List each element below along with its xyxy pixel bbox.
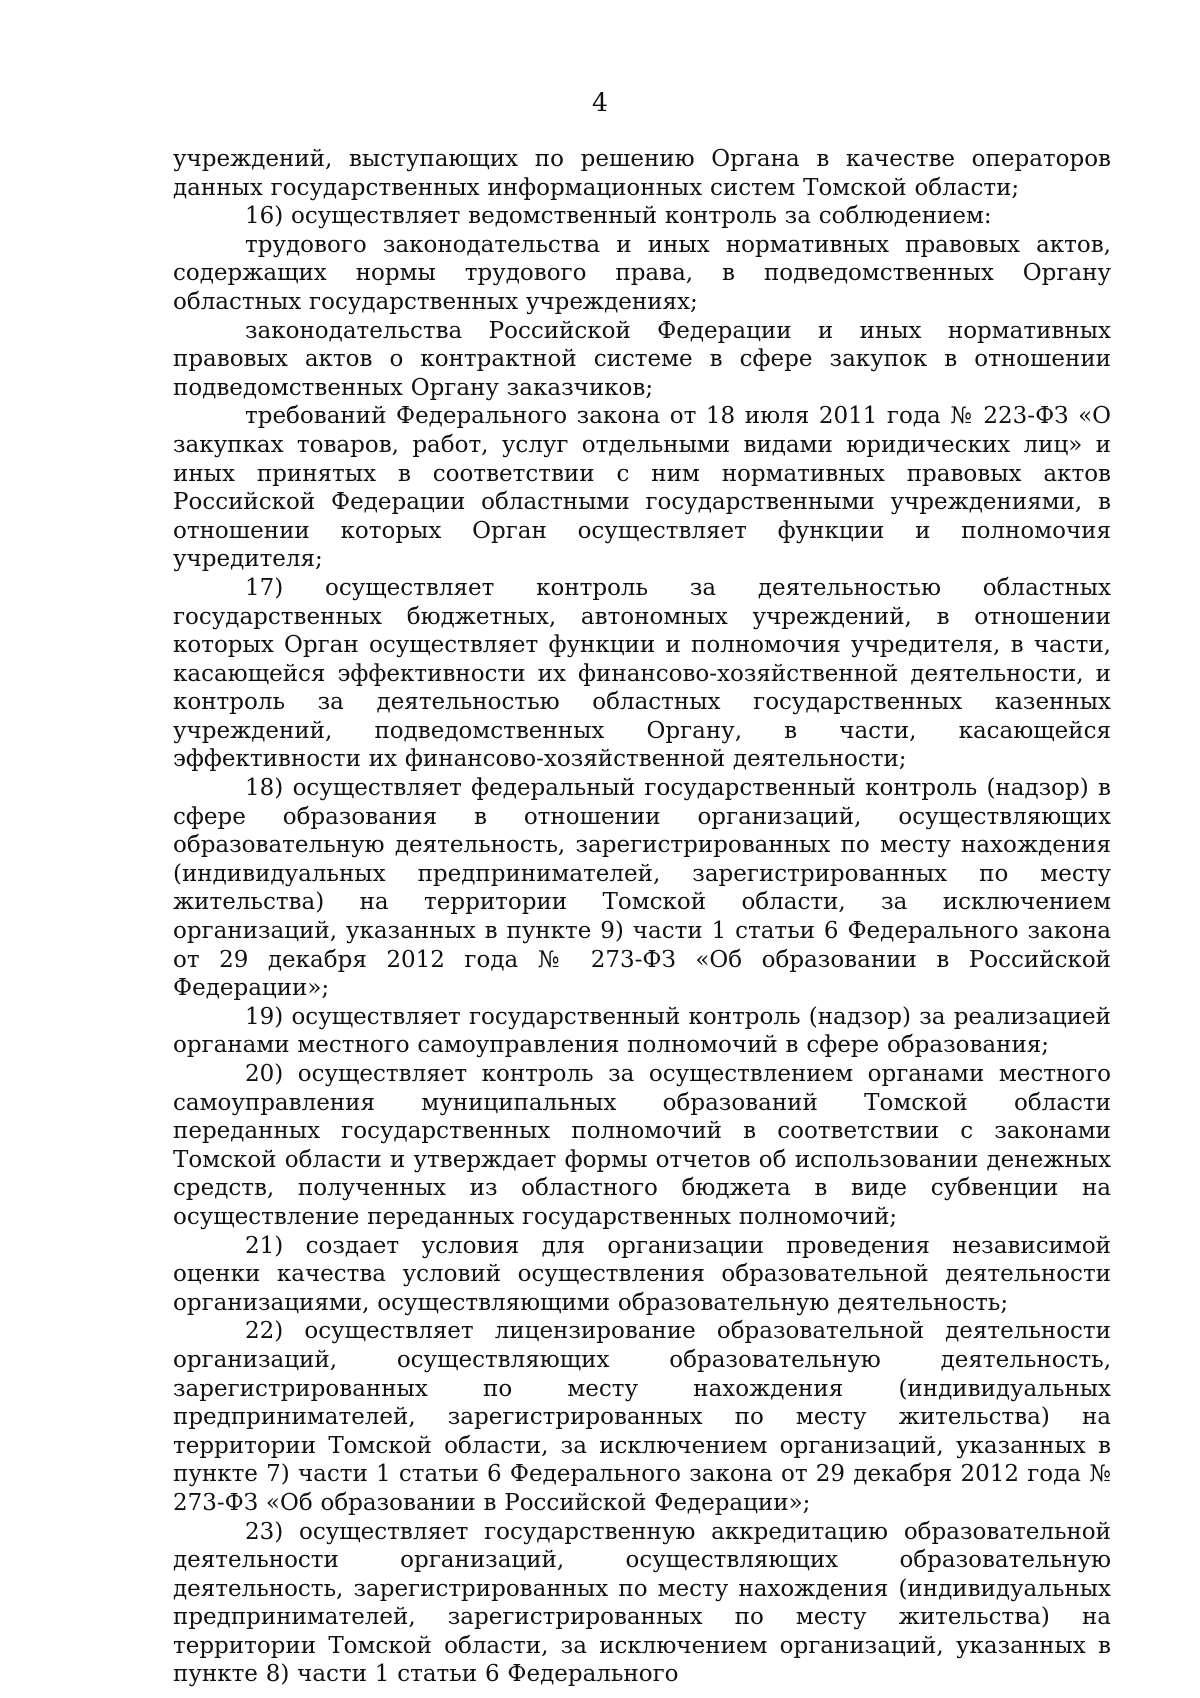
paragraph-item-18: 18) осуществляет федеральный государственный контроль (надзор) в сфере образования в отношении организаций, осуществляющих образовательную деятельность, зарегистрированных по месту нахождения (индивидуальных предпринимателей, зарегистрированных по месту жительства) на территории Томской области, за исключением организаций, указанных в пункте 9) части 1 статьи 6 Федерального закона от 29 декабря 2012 года № 273-ФЗ «Об образовании в Российской Федерации»; — [173, 775, 1111, 1002]
paragraph-item-17: 17) осуществляет контроль за деятельностью областных государственных бюджетных, автономных учреждений, в отношении которых Орган осуществляет функции и полномочия учредителя, в части, касающейся эффективности их финансово-хозяйственной деятельности, и контроль за деятельностью областных государственных казенных учреждений, подведомственных Органу, в части, касающейся эффективности их финансово-хозяйственной деятельности; — [173, 574, 1111, 773]
paragraph-item-20: 20) осуществляет контроль за осуществлением органами местного самоуправления муниципальных образований Томской области переданных государственных полномочий в соответствии с законами Томской области и утверждает формы отчетов об использовании денежных средств, полученных из областного бюджета в виде субвенции на осуществление переданных государственных полномочий; — [173, 1061, 1111, 1230]
paragraph-item-19: 19) осуществляет государственный контроль (надзор) за реализацией органами местного самоуправления полномочий в сфере образования; — [173, 1003, 1111, 1059]
paragraph-continuation: учреждений, выступающих по решению Органа в качестве операторов данных государственных информационных систем Томской области; — [173, 146, 1111, 201]
paragraph-item-21: 21) создает условия для организации проведения независимой оценки качества условий осуществления образовательной деятельности организациями, осуществляющими образовательную деятельность; — [173, 1232, 1111, 1316]
paragraph-item-16: 16) осуществляет ведомственный контроль за соблюдением: — [245, 203, 992, 230]
paragraph-223-fz: требований Федерального закона от 18 июля 2011 года № 223-ФЗ «О закупках товаров, работ, услуг отдельными видами юридических лиц» и иных принятых в соответствии с ним нормативных правовых актов Российской Федерации областными государственными учреждениями, в отношении которых Орган осуществляет функции и полномочия учредителя; — [173, 403, 1111, 573]
paragraph-contract-system: законодательства Российской Федерации и иных нормативных правовых актов о контрактной системе в сфере закупок в отношении подведомственных Органу заказчиков; — [173, 317, 1111, 401]
page-number: 4 — [592, 88, 608, 117]
paragraph-labor-law: трудового законодательства и иных нормативных правовых актов, содержащих нормы трудового права, в подведомственных Органу областных государственных учреждениях; — [173, 231, 1111, 315]
document-body — [173, 145, 1111, 1689]
paragraph-item-22: 22) осуществляет лицензирование образовательной деятельности организаций, осуществляющих образовательную деятельность, зарегистрированных по месту нахождения (индивидуальных предпринимателей, зарегистрированных по месту жительства) на территории Томской области, за исключением организаций, указанных в пункте 7) части 1 статьи 6 Федерального закона от 29 декабря 2012 года № 273-ФЗ «Об образовании в Российской Федерации»; — [173, 1318, 1111, 1516]
paragraph-item-23: 23) осуществляет государственную аккредитацию образовательной деятельности организаций, осуществляющих образовательную деятельность, зарегистрированных по месту нахождения (индивидуальных предпринимателей, зарегистрированных по месту жительства) на территории Томской области, за исключением организаций, указанных в пункте 8) части 1 статьи 6 Федерального — [173, 1518, 1111, 1688]
